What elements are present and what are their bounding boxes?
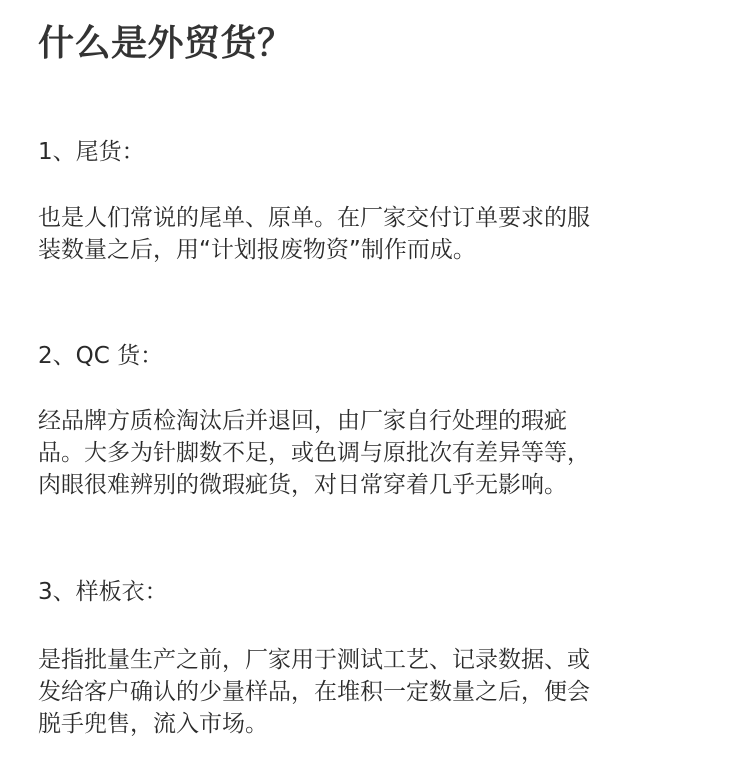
paragraph-line: 经品牌方质检淘汰后并退回，由厂家自行处理的瑕疵 [38, 408, 567, 434]
section-body-sample-clothing [38, 644, 678, 740]
section-heading-sample-clothing: 3、样板衣： [38, 579, 168, 605]
paragraph-line: 发给客户确认的少量样品，在堆积一定数量之后，便会 [38, 679, 590, 705]
paragraph-line: 装数量之后，用“计划报废物资”制作而成。 [38, 237, 476, 263]
paragraph-line: 是指批量生产之前，厂家用于测试工艺、记录数据、或 [38, 647, 590, 673]
section-body-tail-goods [38, 202, 678, 266]
paragraph-line: 也是人们常说的尾单、原单。在厂家交付订单要求的服 [38, 205, 590, 231]
paragraph-line: 肉眼很难辨别的微瑕疵货，对日常穿着几乎无影响。 [38, 472, 567, 498]
paragraph-line: 脱手兜售，流入市场。 [38, 711, 268, 737]
paragraph-line: 品。大多为针脚数不足，或色调与原批次有差异等等， [38, 440, 590, 466]
section-body-qc-goods [38, 405, 678, 501]
section-heading-tail-goods: 1、尾货： [38, 139, 145, 165]
article-title: 什么是外贸货？ [38, 23, 294, 64]
section-heading-qc-goods: 2、QC 货： [38, 343, 164, 369]
